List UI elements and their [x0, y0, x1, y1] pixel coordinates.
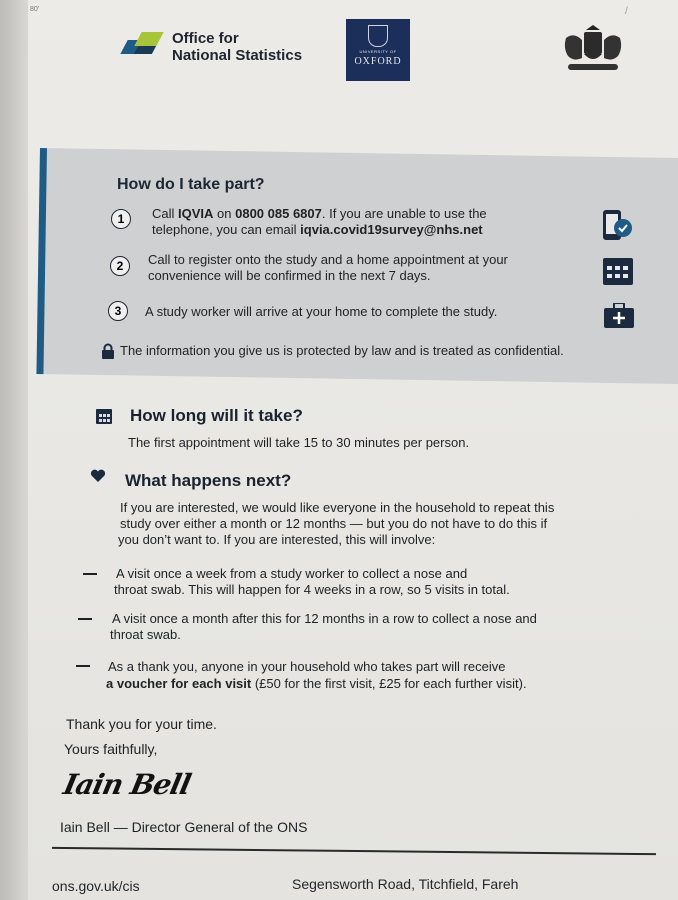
padlock-icon [101, 343, 115, 359]
step-2-number: 2 [110, 256, 130, 276]
bullet-dash [83, 573, 97, 575]
bullet-1-line1: A visit once a week from a study worker to collect a nose and [116, 566, 468, 581]
next-intro-line2: study over either a month or 12 months — but you do not have to do this if [120, 516, 548, 531]
mobile-phone-icon [600, 208, 634, 244]
corner-tick: / [625, 6, 628, 17]
ons-logo [124, 30, 302, 64]
thank-you-text: Thank you for your time. [66, 716, 217, 732]
step-1-line2: telephone, you can email iqvia.covid19survey@nhs.net [152, 222, 483, 237]
ons-logo-line2: National Statistics [172, 47, 303, 64]
bullet-2-line2: throat swab. [110, 627, 181, 642]
bullet-1-line2: throat swab. This will happen for 4 weeks in a row, so 5 visits in total. [114, 582, 510, 597]
next-heading: What happens next? [125, 471, 292, 490]
take-part-heading: How do I take part? [117, 176, 265, 193]
corner-mark: 80' [30, 6, 40, 13]
oxford-crest-icon [368, 25, 388, 47]
panel-accent-bar [36, 148, 47, 374]
bullet-3-line2: a voucher for each visit (£50 for the first visit, £25 for each further visit). [106, 676, 527, 691]
royal-coat-of-arms-icon [560, 24, 626, 76]
calendar-small-icon [96, 408, 112, 424]
yours-faithfully-text: Yours faithfully, [64, 741, 158, 757]
bullet-dash [78, 618, 92, 620]
oxford-name: OXFORD [354, 56, 402, 67]
step-2-line1: Call to register onto the study and a home appointment at your [148, 252, 508, 267]
bullet-2-line1: A visit once a month after this for 12 months in a row to collect a nose and [112, 611, 537, 626]
page-edge [0, 0, 28, 900]
next-intro-line3: you don’t want to. If you are interested, this will involve: [118, 532, 436, 547]
bullet-dash [76, 665, 90, 667]
how-long-heading: How long will it take? [130, 406, 303, 425]
step-1-line1: Call IQVIA on 0800 085 6807. If you are unable to use the [152, 206, 487, 221]
step-2-line2: convenience will be confirmed in the next 7 days. [148, 268, 431, 283]
footer-rule [52, 847, 656, 855]
step-1-number: 1 [111, 209, 131, 229]
confidentiality-note: The information you give us is protected by law and is treated as confidential. [120, 343, 564, 358]
handwritten-signature: Iain Bell [60, 768, 194, 801]
footer-url: ons.gov.uk/cis [52, 878, 140, 894]
bullet-3-line1: As a thank you, anyone in your household who takes part will receive [108, 659, 506, 674]
oxford-logo [346, 19, 410, 81]
footer-address: Segensworth Road, Titchfield, Fareh [292, 876, 519, 892]
step-3-line1: A study worker will arrive at your home to complete the study. [145, 304, 498, 319]
how-long-text: The first appointment will take 15 to 30 minutes per person. [128, 435, 470, 450]
heart-icon [90, 469, 106, 483]
calendar-icon [602, 256, 634, 286]
next-intro-line1: If you are interested, we would like everyone in the household to repeat this [120, 500, 555, 515]
ons-logo-line1: Office for [172, 30, 239, 47]
step-3-number: 3 [108, 301, 128, 321]
oxford-university-of: UNIVERSITY OF [359, 49, 397, 54]
medical-bag-icon [603, 303, 635, 329]
signatory-line: Iain Bell — Director General of the ONS [60, 819, 308, 835]
ons-logo-mark-icon [124, 32, 168, 62]
